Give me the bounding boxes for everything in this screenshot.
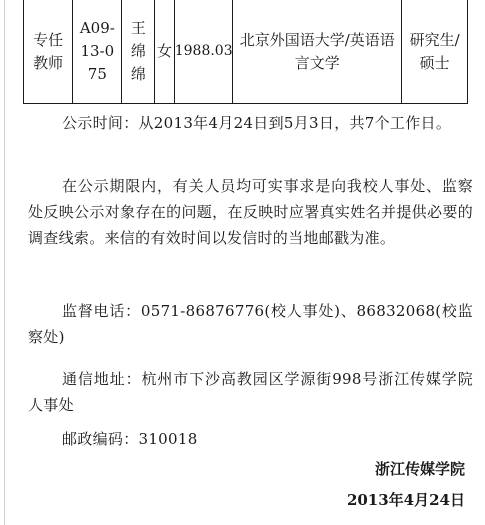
position-text: 专任教师 — [33, 30, 64, 72]
birth-cell — [174, 0, 232, 104]
id-text: A09-13-075 — [79, 19, 115, 83]
signature-date: 2013年4月24日 — [346, 491, 465, 509]
school-text: 北京外国语大学/英语语言文学 — [239, 30, 395, 72]
name-cell — [122, 0, 155, 104]
school-cell — [233, 0, 402, 104]
notice-address: 通信地址：杭州市下沙高教园区学源街998号浙江传媒学院人事处 — [28, 370, 473, 414]
gender-cell — [155, 0, 174, 104]
gender-text: 女 — [156, 42, 172, 60]
notice-body: 在公示期限内，有关人员均可实事求是向我校人事处、监察处反映公示对象存在的问题，在反映时应署真实姓名并提供必要的调查线索。来信的有效时间以发信时的当地邮戳为准。 — [28, 177, 473, 247]
notice-postcode: 邮政编码：310018 — [62, 430, 198, 448]
notice-period: 公示时间：从2013年4月24日到5月3日，共7个工作日。 — [62, 114, 452, 132]
table-row — [24, 0, 468, 104]
position-cell — [24, 0, 73, 104]
notice-phone: 监督电话：0571-86876776(校人事处)、86832068(校监察处) — [28, 302, 473, 346]
degree-cell — [402, 0, 468, 104]
birth-text: 1988.03 — [174, 43, 233, 59]
name-text: 王绵绵 — [130, 19, 146, 83]
id-cell — [73, 0, 122, 104]
degree-text: 研究生/硕士 — [409, 30, 460, 72]
page-edge-line — [4, 0, 5, 525]
signature-org: 浙江传媒学院 — [374, 460, 465, 478]
candidate-table — [23, 0, 468, 104]
